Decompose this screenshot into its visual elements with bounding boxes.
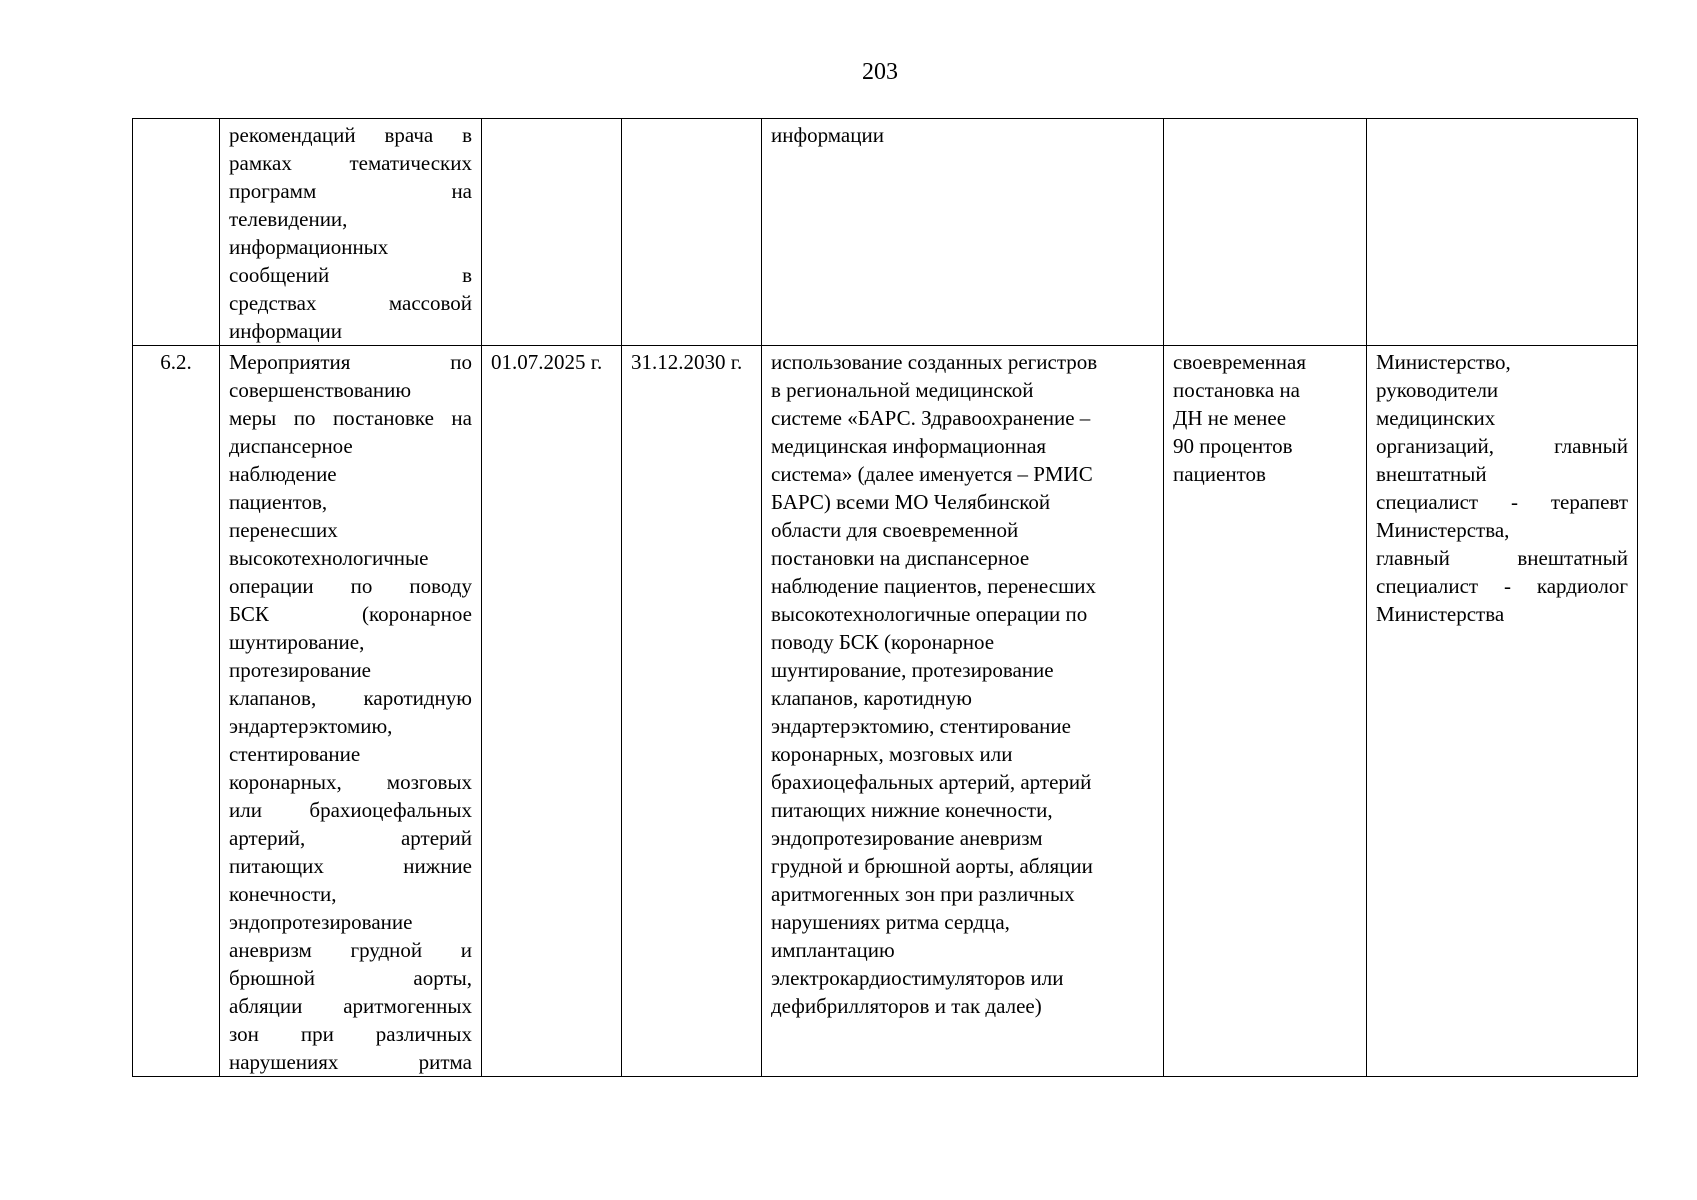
- cell-text-line: телевидении,: [229, 207, 348, 231]
- cell-text-line: рекомендаций врача в: [229, 123, 472, 147]
- cell-text-line: коронарных, мозговых: [229, 770, 472, 794]
- cell-text-line: постановки на диспансерное: [771, 546, 1030, 570]
- table-row: [133, 119, 1638, 346]
- cell-text-line: программ на: [229, 179, 472, 203]
- cell-text-line: имплантацию: [771, 938, 895, 962]
- cell-text-line: абляции аритмогенных: [229, 994, 472, 1018]
- cell-text-line: меры по постановке на: [229, 406, 472, 430]
- cell-text-line: постановка на: [1173, 378, 1301, 402]
- cell-text-line: шунтирование, протезирование: [771, 658, 1054, 682]
- end-date-cell: 31.12.2030 г.: [622, 346, 762, 1077]
- activity-cell: [220, 119, 482, 346]
- result-cell: [1164, 346, 1367, 1077]
- cell-text-line: информационных: [229, 235, 389, 259]
- cell-text-line: 90 процентов: [1173, 434, 1293, 458]
- plan-table: [132, 118, 1638, 1077]
- start-date-cell: [482, 119, 622, 346]
- cell-text-line: эндопротезирование: [229, 910, 413, 934]
- cell-text-line: протезирование: [229, 658, 372, 682]
- cell-text-line: зон при различных: [229, 1022, 472, 1046]
- cell-text-line: стентирование: [229, 742, 361, 766]
- cell-text-line: нарушениях ритма: [229, 1050, 472, 1074]
- cell-text-line: внештатный: [1376, 462, 1487, 486]
- cell-text-line: использование созданных регистров: [771, 350, 1098, 374]
- cell-text-line: перенесших: [229, 518, 338, 542]
- start-date-cell: 01.07.2025 г.: [482, 346, 622, 1077]
- cell-text-line: брахиоцефальных артерий, артерий: [771, 770, 1092, 794]
- cell-text-line: специалист - терапевт: [1376, 490, 1628, 514]
- cell-text-line: в региональной медицинской: [771, 378, 1034, 402]
- cell-text-line: брюшной аорты,: [229, 966, 472, 990]
- cell-text-line: совершенствованию: [229, 378, 412, 402]
- cell-text-line: области для своевременной: [771, 518, 1019, 542]
- cell-text-line: пациентов,: [229, 490, 328, 514]
- cell-text-line: Министерства,: [1376, 518, 1510, 542]
- cell-text-line: системе «БАРС. Здравоохранение –: [771, 406, 1091, 430]
- cell-text-line: грудной и брюшной аорты, абляции: [771, 854, 1093, 878]
- cell-text-line: эндартерэктомию, стентирование: [771, 714, 1071, 738]
- cell-text-line: система» (далее именуется – РМИС: [771, 462, 1093, 486]
- cell-text-line: пациентов: [1173, 462, 1266, 486]
- page-number: 203: [862, 59, 898, 85]
- cell-text-line: БСК (коронарное: [229, 602, 472, 626]
- cell-text-line: аневризм грудной и: [229, 938, 472, 962]
- result-cell: [1164, 119, 1367, 346]
- cell-text-line: главный внештатный: [1376, 546, 1628, 570]
- cell-text-line: руководители: [1376, 378, 1499, 402]
- cell-text-line: своевременная: [1173, 350, 1306, 374]
- activity-cell: [220, 346, 482, 1077]
- cell-text-line: Мероприятия по: [229, 350, 472, 374]
- cell-text-line: эндартерэктомию,: [229, 714, 393, 738]
- cell-text-line: электрокардиостимуляторов или: [771, 966, 1064, 990]
- cell-text-line: клапанов, каротидную: [771, 686, 972, 710]
- cell-text-line: или брахиоцефальных: [229, 798, 472, 822]
- cell-text-line: конечности,: [229, 882, 337, 906]
- cell-text-line: БАРС) всеми МО Челябинской: [771, 490, 1051, 514]
- cell-text-line: дефибрилляторов и так далее): [771, 994, 1042, 1018]
- cell-text-line: ДН не менее: [1173, 406, 1287, 430]
- cell-text-line: артерий, артерий: [229, 826, 472, 850]
- cell-text-line: медицинских: [1376, 406, 1496, 430]
- cell-text-line: сообщений в: [229, 263, 472, 287]
- responsible-cell: [1367, 119, 1638, 346]
- cell-text-line: Министерства: [1376, 602, 1505, 626]
- description-cell: [762, 346, 1164, 1077]
- cell-text-line: наблюдение: [229, 462, 337, 486]
- cell-text-line: специалист - кардиолог: [1376, 574, 1628, 598]
- cell-text-line: организаций, главный: [1376, 434, 1628, 458]
- cell-text-line: диспансерное: [229, 434, 353, 458]
- row-number-cell: [133, 119, 220, 346]
- description-cell: [762, 119, 1164, 346]
- cell-text-line: эндопротезирование аневризм: [771, 826, 1043, 850]
- cell-text-line: операции по поводу: [229, 574, 472, 598]
- end-date-cell: [622, 119, 762, 346]
- cell-text-line: наблюдение пациентов, перенесших: [771, 574, 1096, 598]
- cell-text-line: информации: [771, 123, 884, 147]
- cell-text-line: средствах массовой: [229, 291, 472, 315]
- cell-text-line: аритмогенных зон при различных: [771, 882, 1075, 906]
- cell-text-line: Министерство,: [1376, 350, 1511, 374]
- cell-text-line: информации: [229, 319, 342, 343]
- cell-text-line: высокотехнологичные: [229, 546, 429, 570]
- table-row: [133, 346, 1638, 1077]
- cell-text-line: питающих нижние: [229, 854, 472, 878]
- cell-text-line: шунтирование,: [229, 630, 365, 654]
- cell-text-line: коронарных, мозговых или: [771, 742, 1013, 766]
- cell-text-line: нарушениях ритма сердца,: [771, 910, 1010, 934]
- responsible-cell: [1367, 346, 1638, 1077]
- cell-text-line: клапанов, каротидную: [229, 686, 472, 710]
- cell-text-line: поводу БСК (коронарное: [771, 630, 995, 654]
- cell-text-line: рамках тематических: [229, 151, 472, 175]
- cell-text-line: медицинская информационная: [771, 434, 1047, 458]
- row-number-cell: 6.2.: [133, 346, 220, 1077]
- cell-text-line: высокотехнологичные операции по: [771, 602, 1088, 626]
- cell-text-line: питающих нижние конечности,: [771, 798, 1053, 822]
